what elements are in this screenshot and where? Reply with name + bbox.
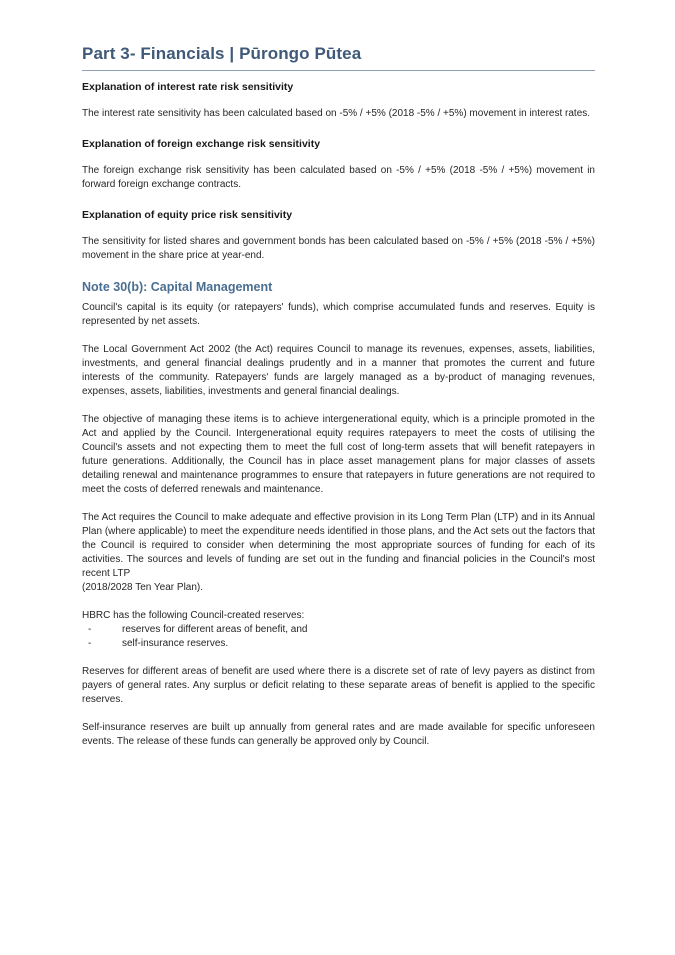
capital-paragraph-4: The Act requires the Council to make adequate and effective provision in its Long Term Plan (LTP) and in its Annual Plan (where applicable) to meet the expenditure needs identified in those plans, and the Act sets out the factors that the Council is required to consider when determining the most appropriate sources of funding for each of its activities. The sources and levels of funding are set out in the funding and financial policies in the Council's most recent LTP (82, 512, 595, 579)
foreign-exchange-heading: Explanation of foreign exchange risk sensitivity (82, 138, 321, 150)
equity-price-heading: Explanation of equity price risk sensitivity (82, 209, 293, 221)
list-dash: - (88, 624, 92, 635)
document-body (82, 80, 595, 749)
interest-rate-heading: Explanation of interest rate risk sensitivity (82, 81, 294, 93)
page-header (82, 44, 595, 71)
equity-price-paragraph: The sensitivity for listed shares and government bonds has been calculated based on -5% / +5% (2018 -5% / +5%) movement in the share price at year-end. (82, 236, 595, 261)
list-item (82, 637, 595, 651)
list-dash: - (88, 638, 92, 649)
capital-paragraph-3: The objective of managing these items is to achieve intergenerational equity, which is a principle promoted in the Act and applied by the Council. Intergenerational equity requires ratepayers to meet the costs of utilising the Council's assets and not expecting them to meet the full cost of long-term assets that will benefit ratepayers in future generations. Additionally, the Council has in place asset management plans for major classes of assets detailing renewal and maintenance programmes to ensure that ratepayers in future generations are not required to meet the costs of deferred renewals and maintenance. (82, 414, 595, 495)
capital-paragraph-4-plan: (2018/2028 Ten Year Plan). (82, 582, 204, 593)
list-item (82, 623, 595, 637)
reserves-intro: HBRC has the following Council-created reserves: (82, 610, 305, 621)
capital-paragraph-2: The Local Government Act 2002 (the Act) requires Council to manage its revenues, expenses, assets, liabilities, investments, and general financial dealings prudently and in a manner that promotes the current and future interests of the community. Ratepayers' funds are largely managed as a by-product of managing revenues, expenses, assets, liabilities, investments and general financial dealings. (82, 344, 595, 397)
list-item-label: reserves for different areas of benefit, and (122, 624, 308, 635)
list-item-label: self-insurance reserves. (122, 638, 229, 649)
page-title: Part 3- Financials | Pūrongo Pūtea (82, 44, 362, 63)
foreign-exchange-paragraph: The foreign exchange risk sensitivity has been calculated based on -5% / +5% (2018 -5% / +5%) movement in forward foreign exchange contracts. (82, 165, 595, 190)
capital-paragraph-7: Self-insurance reserves are built up annually from general rates and are made available for specific unforeseen events. The release of these funds can generally be approved only by Council. (82, 722, 595, 747)
interest-rate-paragraph: The interest rate sensitivity has been calculated based on -5% / +5% (2018 -5% / +5%) movement in interest rates. (82, 108, 591, 119)
capital-management-heading: Note 30(b): Capital Management (82, 280, 273, 294)
capital-paragraph-1: Council's capital is its equity (or ratepayers' funds), which comprise accumulated funds and reserves. Equity is represented by net assets. (82, 302, 595, 327)
capital-paragraph-6: Reserves for different areas of benefit are used where there is a discrete set of rate of levy payers as distinct from payers of general rates. Any surplus or deficit relating to these separate areas of benefit is applied to the specific reserves. (82, 666, 595, 705)
header-divider (82, 70, 595, 71)
reserves-list (82, 623, 595, 651)
